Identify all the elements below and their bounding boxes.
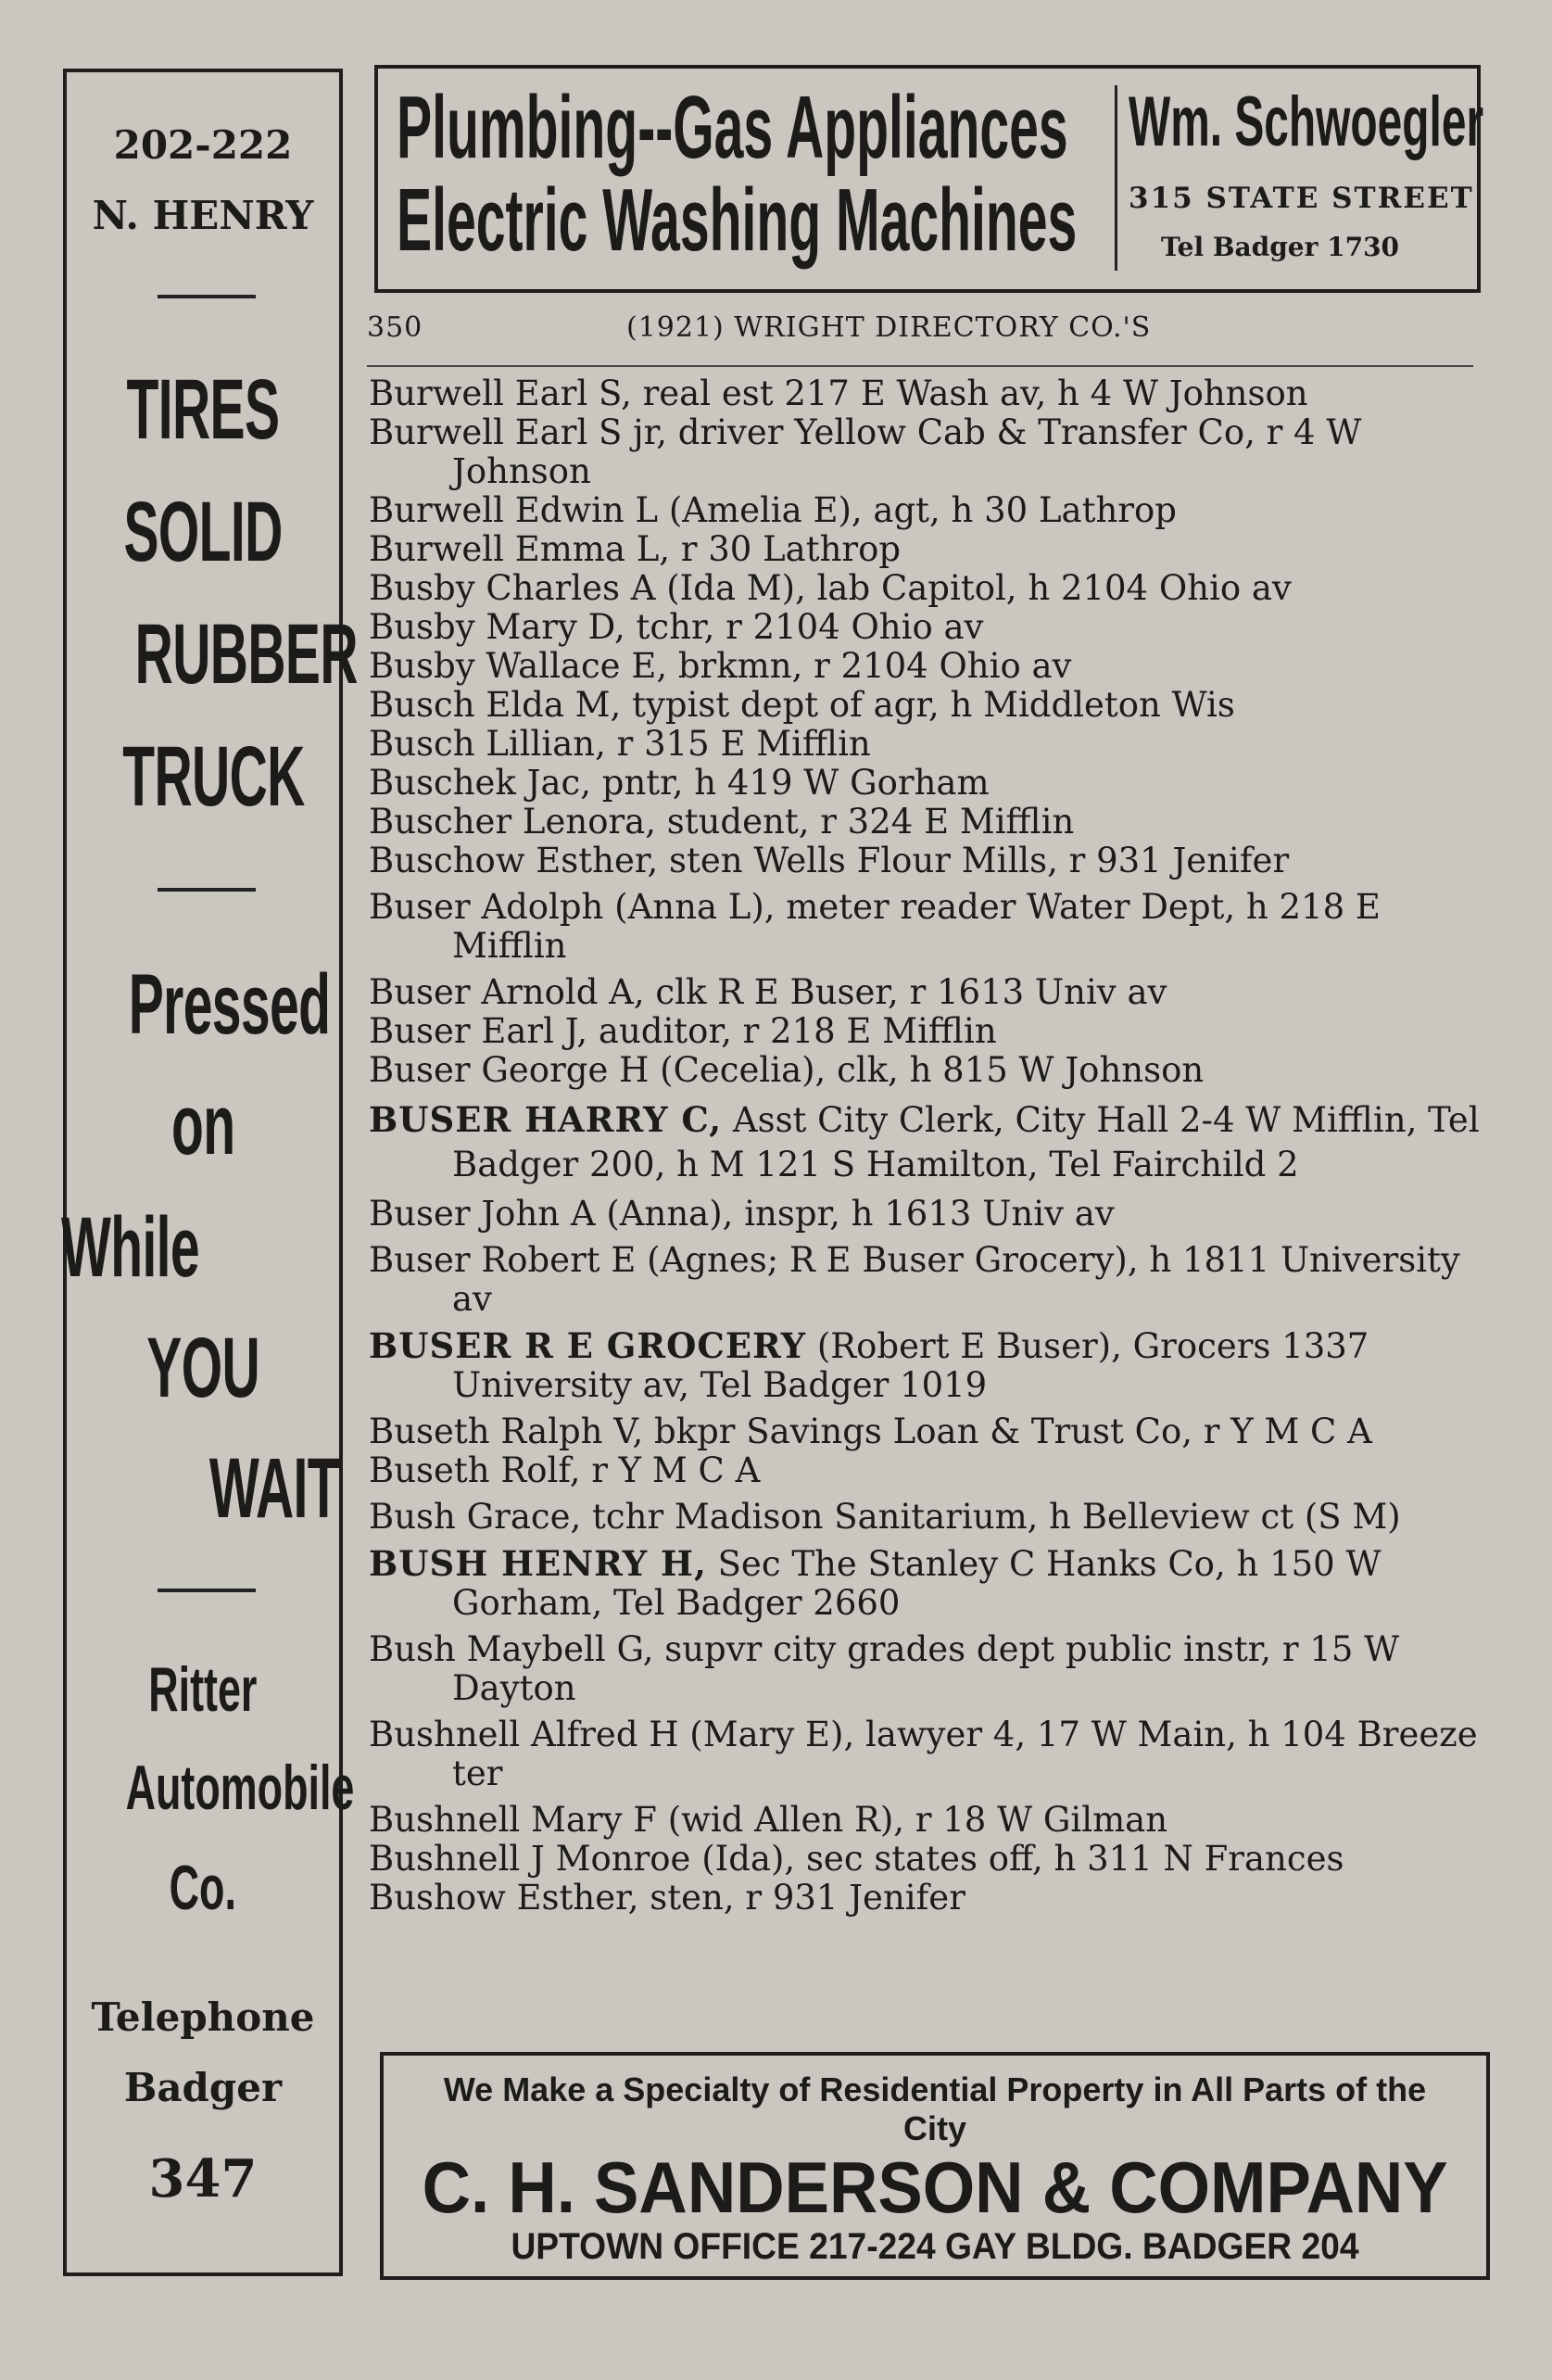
top-ad-line-2: Electric Washing Machines	[397, 171, 1078, 270]
list-item: Busby Wallace E, brkmn, r 2104 Ohio av	[369, 646, 1072, 686]
bottom-ad-office: UPTOWN OFFICE 217-224 GAY BLDG. BADGER 204	[511, 2226, 1359, 2267]
list-item: Bush Grace, tchr Madison Sanitarium, h Belleview ct (S M)	[369, 1497, 1401, 1537]
list-item: Burwell Emma L, r 30 Lathrop	[369, 529, 902, 569]
list-item: Buseth Rolf, r Y M C A	[369, 1450, 761, 1490]
list-item: Bushnell J Monroe (Ida), sec states off, h 311 N Frances	[369, 1839, 1344, 1879]
list-item: Bushow Esther, sten, r 931 Jenifer	[369, 1878, 965, 1918]
list-item: Buschow Esther, sten Wells Flour Mills, r 931 Jenifer	[369, 841, 1290, 880]
left-advertisement	[61, 69, 358, 2276]
top-advertisement	[374, 65, 1484, 293]
left-ad-rubber: RUBBER	[134, 607, 358, 702]
left-ad-pressed: Pressed	[128, 957, 331, 1052]
list-item: Burwell Earl S, real est 217 E Wash av, h 4 W Johnson	[369, 373, 1308, 413]
list-item: Buser Earl J, auditor, r 218 E Mifflin	[369, 1011, 997, 1051]
list-item: Bushnell Alfred H (Mary E), lawyer 4, 17 W Main, h 104 Breeze ter	[369, 1715, 1478, 1793]
list-item: Burwell Edwin L (Amelia E), agt, h 30 Lathrop	[369, 490, 1177, 530]
list-item: Buser Adolph (Anna L), meter reader Water Dept, h 218 E Mifflin	[369, 887, 1381, 966]
top-ad-name: Wm. Schwoegler	[1129, 82, 1484, 161]
left-ad-on: on	[170, 1078, 235, 1172]
left-ad-while: While	[61, 1200, 200, 1295]
left-ad-address-street: N. HENRY	[92, 193, 314, 238]
page-title: (1921) WRIGHT DIRECTORY CO.'S	[626, 311, 1152, 344]
top-ad-line-1: Plumbing--Gas Appliances	[397, 78, 1068, 177]
list-item: Bush Maybell G, supvr city grades dept public instr, r 15 W Dayton	[369, 1629, 1400, 1708]
left-ad-badger: Badger	[123, 2065, 283, 2110]
left-ad-rule-1	[158, 295, 256, 298]
list-item: Buscher Lenora, student, r 324 E Mifflin	[369, 802, 1075, 842]
left-ad-rule-3	[158, 1589, 256, 1592]
bottom-ad-specialty: We Make a Specialty of Residential Property in All Parts of the City	[443, 2070, 1427, 2147]
left-ad-telephone: Telephone	[91, 1994, 315, 2040]
top-ad-divider	[1115, 85, 1117, 271]
list-item: Bushnell Mary F (wid Allen R), r 18 W Gilman	[369, 1800, 1168, 1840]
left-ad-tires: TIRES	[126, 362, 280, 457]
list-item: Busby Mary D, tchr, r 2104 Ohio av	[369, 607, 984, 647]
header-rule	[367, 365, 1473, 367]
bottom-ad-company: C. H. SANDERSON & COMPANY	[422, 2146, 1448, 2228]
list-item-bold: BUSER R E GROCERY (Robert E Buser), Grocers 1337 University av, Tel Badger 1019	[369, 1325, 1369, 1405]
bottom-advertisement	[380, 2052, 1490, 2280]
top-ad-address: 315 STATE STREET	[1129, 182, 1474, 215]
list-item-bold: BUSH HENRY H, Sec The Stanley C Hanks Co, h 150 W Gorham, Tel Badger 2660	[369, 1543, 1382, 1623]
list-item-bold: BUSER HARRY C, Asst City Clerk, City Hall 2-4 W Mifflin, Tel Badger 200, h M 121 S Hamilton, Tel Fairchild 2	[369, 1099, 1480, 1184]
left-ad-you: YOU	[146, 1321, 259, 1415]
list-item: Buser Arnold A, clk R E Buser, r 1613 Univ av	[369, 972, 1167, 1012]
directory-listings	[369, 374, 1481, 1918]
list-item: Busch Lillian, r 315 E Mifflin	[369, 724, 871, 764]
left-ad-wait: WAIT	[208, 1441, 339, 1536]
left-ad-address-number: 202-222	[113, 122, 293, 168]
list-item: Burwell Earl S jr, driver Yellow Cab & Transfer Co, r 4 W Johnson	[369, 412, 1362, 491]
list-item: Buser Robert E (Agnes; R E Buser Grocery), h 1811 University av	[369, 1240, 1460, 1319]
left-ad-ritter: Ritter	[148, 1654, 258, 1725]
page-header	[367, 311, 1473, 352]
list-item: Buschek Jac, pntr, h 419 W Gorham	[369, 763, 990, 803]
left-ad-solid: SOLID	[123, 485, 283, 579]
left-ad-phone-number: 347	[148, 2148, 258, 2209]
left-ad-rule-2	[158, 888, 256, 892]
list-item: Busch Elda M, typist dept of agr, h Middleton Wis	[369, 685, 1235, 725]
top-ad-telephone: Tel Badger 1730	[1161, 232, 1400, 262]
left-ad-co: Co.	[169, 1853, 237, 1923]
left-ad-truck: TRUCK	[122, 729, 305, 824]
left-ad-automobile: Automobile	[125, 1753, 355, 1823]
list-item: Buser George H (Cecelia), clk, h 815 W Johnson	[369, 1050, 1205, 1090]
list-item: Busby Charles A (Ida M), lab Capitol, h 2104 Ohio av	[369, 568, 1292, 608]
list-item: Buseth Ralph V, bkpr Savings Loan & Trust Co, r Y M C A	[369, 1412, 1372, 1451]
list-item: Buser John A (Anna), inspr, h 1613 Univ av	[369, 1194, 1115, 1234]
page-number: 350	[367, 311, 423, 344]
